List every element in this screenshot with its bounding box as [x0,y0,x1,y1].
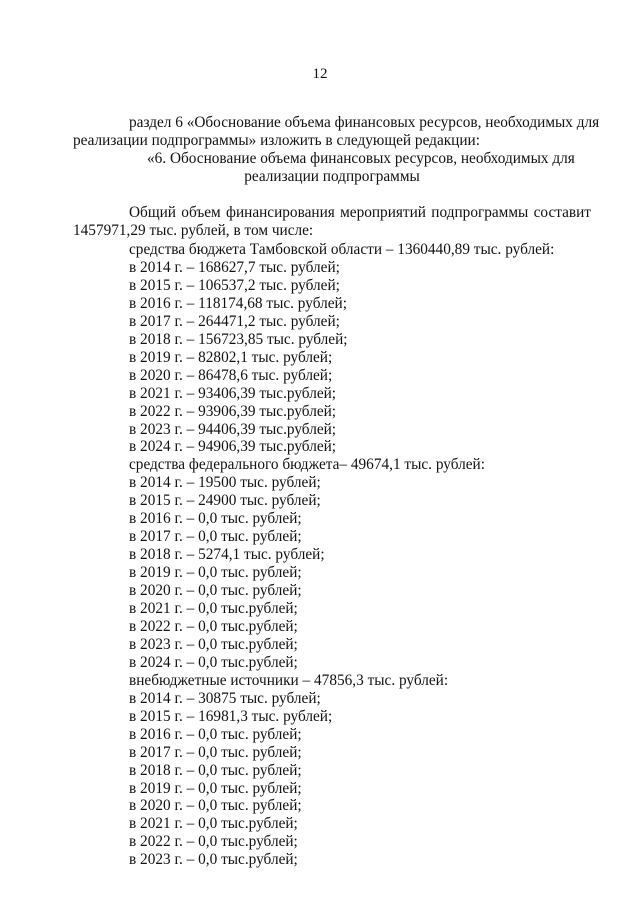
total-line-1: Общий объем финансирования мероприятий подпрограммы составит [129,204,591,221]
funding-line: в 2016 г. – 0,0 тыс. рублей; [129,725,302,743]
funding-line: в 2019 г. – 82802,1 тыс. рублей; [129,348,333,366]
heading-line-1: «6. Обоснование объема финансовых ресурсов, необходимых для [147,150,575,167]
funding-line: в 2018 г. – 5274,1 тыс. рублей; [129,546,325,564]
funding-line: средства бюджета Тамбовской области – 1360440,89 тыс. рублей: [129,241,555,258]
funding-line: в 2017 г. – 0,0 тыс. рублей; [129,743,302,761]
funding-line: в 2020 г. – 0,0 тыс. рублей; [129,582,302,599]
funding-line: в 2016 г. – 0,0 тыс. рублей; [129,510,302,528]
funding-line: в 2021 г. – 0,0 тыс.рублей; [129,600,298,617]
heading-line-2: реализации подпрограммы [244,168,420,185]
funding-line: в 2022 г. – 0,0 тыс.рублей; [129,833,298,851]
funding-line: в 2019 г. – 0,0 тыс. рублей; [129,564,302,582]
funding-line: средства федерального бюджета– 49674,1 тыс. рублей: [129,456,485,474]
funding-line: в 2019 г. – 0,0 тыс. рублей; [129,779,302,797]
funding-line: в 2018 г. – 156723,85 тыс. рублей; [129,330,348,348]
funding-line: в 2016 г. – 118174,68 тыс. рублей; [129,294,347,312]
funding-line: в 2014 г. – 168627,7 тыс. рублей; [129,258,340,276]
funding-line: в 2014 г. – 30875 тыс. рублей; [129,689,321,707]
funding-line: в 2020 г. – 86478,6 тыс. рублей; [129,366,333,384]
funding-line: в 2015 г. – 106537,2 тыс. рублей; [129,276,340,294]
funding-line: в 2015 г. – 24900 тыс. рублей; [129,492,321,510]
funding-line: в 2021 г. – 0,0 тыс.рублей; [129,815,298,833]
intro-line-2: реализации подпрограммы» изложить в следующей редакции: [73,132,480,149]
funding-line: в 2023 г. – 0,0 тыс.рублей; [129,851,298,869]
intro-line-1: раздел 6 «Обоснование объема финансовых ресурсов, необходимых для [129,114,600,131]
page-number: 12 [312,66,328,82]
funding-line: внебюджетные источники – 47856,3 тыс. рублей: [129,671,449,689]
funding-line: в 2015 г. – 16981,3 тыс. рублей; [129,707,333,725]
funding-line: в 2021 г. – 93406,39 тыс.рублей; [129,384,337,402]
funding-line: в 2022 г. – 0,0 тыс.рублей; [129,618,298,635]
funding-line: в 2023 г. – 0,0 тыс.рублей; [129,635,298,653]
funding-line: в 2014 г. – 19500 тыс. рублей; [129,474,321,492]
funding-line: в 2024 г. – 0,0 тыс.рублей; [129,653,298,671]
funding-line: в 2020 г. – 0,0 тыс. рублей; [129,797,302,815]
funding-line: в 2023 г. – 94406,39 тыс.рублей; [129,420,337,438]
funding-line: в 2022 г. – 93906,39 тыс.рублей; [129,402,337,420]
funding-line: в 2018 г. – 0,0 тыс. рублей; [129,761,302,779]
funding-line: в 2017 г. – 264471,2 тыс. рублей; [129,312,340,330]
funding-line: в 2024 г. – 94906,39 тыс.рублей; [129,438,337,456]
total-line-2: 1457971,29 тыс. рублей, в том числе: [73,222,314,239]
funding-line: в 2017 г. – 0,0 тыс. рублей; [129,528,302,546]
